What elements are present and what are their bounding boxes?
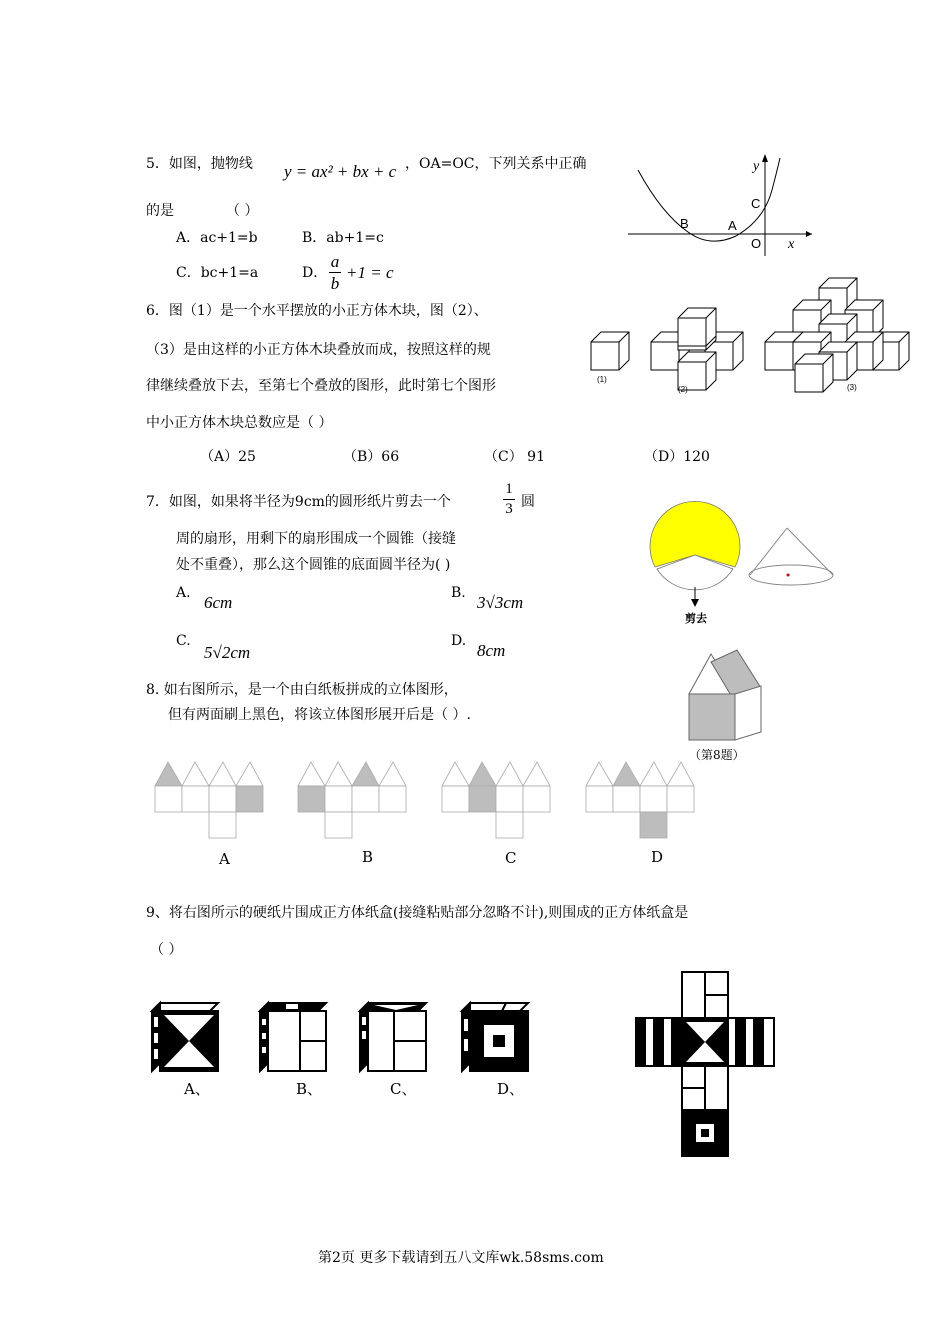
q9-cube-options: [150, 995, 550, 1075]
cube-option-a: [152, 1003, 218, 1071]
q9-option-c: C、: [390, 1080, 417, 1098]
q5-stem-b: ，OA=OC，下列关系中正确: [405, 156, 587, 172]
page-footer: 第2页 更多下载请到五八文库wk.58sms.com: [318, 1250, 604, 1266]
q5-answer-paren: （ ）: [226, 203, 259, 219]
q9-option-a: A、: [184, 1080, 210, 1098]
q5-stem-a: 5．如图，抛物线: [146, 156, 253, 172]
side-face: [735, 686, 761, 740]
q7-option-b-letter: B.: [451, 585, 466, 601]
net-b: [298, 762, 406, 838]
q5-option-d-rest: +1 = c: [346, 263, 394, 282]
q5-option-a: A．ac+1=b: [176, 230, 258, 246]
q7-option-a-letter: A.: [176, 585, 191, 601]
q6-option-a: （A）25: [200, 449, 256, 465]
cut-label: 剪去: [685, 612, 707, 625]
q6-cube-figures: [585, 270, 925, 400]
net-right-face: [728, 1018, 774, 1066]
q9-option-d: D、: [497, 1080, 525, 1098]
q8-house-solid: [685, 650, 775, 745]
q7-stem-a: 7．如图，如果将半径为9cm的圆形纸片剪去一个: [146, 494, 451, 510]
q7-option-c-value: 5√2cm: [204, 643, 251, 662]
q8-option-b: B: [362, 848, 374, 866]
q9-cross-net: [634, 970, 779, 1160]
y-label: y: [753, 159, 760, 174]
cube-option-b: [260, 1003, 326, 1071]
cube-stack-3: [765, 278, 909, 392]
q8-option-c: C: [505, 849, 517, 867]
q7-line-2: 处不重叠），那么这个圆锥的底面圆半径为( ): [176, 557, 451, 573]
point-a-label: A: [728, 218, 737, 233]
cone-base: [749, 565, 833, 585]
q7-option-d-value: 8cm: [477, 641, 506, 660]
fig3-label: (3): [847, 383, 857, 392]
q8-line-1: 8. 如右图所示，是一个由白纸板拼成的立体图形，: [146, 682, 458, 698]
q5-formula: y = ax² + bx + c: [284, 162, 397, 181]
q5-option-d-fraction: a b: [330, 252, 340, 293]
q5-option-c: C．bc+1=a: [176, 265, 259, 281]
point-c-label: C: [751, 196, 761, 211]
q7-fraction: 1 3: [503, 482, 515, 517]
cube-stack-2: [651, 308, 743, 390]
x-axis-arrow: [806, 231, 812, 237]
cube-option-c: [360, 1003, 426, 1071]
fig1-label: (1): [597, 375, 607, 384]
q7-circle-cone-figure: [645, 495, 845, 635]
x-label: x: [788, 237, 795, 252]
q6-line-3: 律继续叠放下去，至第七个叠放的图形，此时第七个图形: [146, 378, 496, 394]
origin-label: O: [751, 236, 762, 251]
q9-stem: 9、将右图所示的硬纸片围成正方体纸盒(接缝粘贴部分忽略不计),则围成的正方体纸盒是: [146, 905, 689, 921]
q8-net-options: [150, 760, 710, 845]
cut-arrow-head: [691, 599, 699, 607]
fig2-label: (2): [678, 385, 688, 394]
q7-line-1: 周的扇形，用剩下的扇形围成一个圆锥（接缝: [176, 531, 456, 547]
q5-option-b: B．ab+1=c: [302, 230, 384, 246]
net-a: [155, 762, 263, 838]
q6-option-c: （C） 91: [484, 449, 545, 465]
front-face-black: [689, 694, 735, 740]
q8-option-a: A: [219, 850, 230, 868]
q5-option-d: D．: [302, 265, 328, 281]
cube-option-d: [462, 1003, 528, 1071]
q6-line-1: 6．图（1）是一个水平摆放的小正方体木块，图（2）、: [146, 303, 488, 319]
q8-option-d: D: [651, 848, 664, 866]
q8-line-2: 但有两面刷上黑色，将该立体图形展开后是（ ）.: [168, 707, 471, 723]
q6-line-2: （3）是由这样的小正方体木块叠放而成，按照这样的规: [146, 342, 491, 358]
q7-option-c-letter: C.: [176, 633, 191, 649]
q7-option-a-value: 6cm: [204, 593, 233, 612]
y-axis-arrow: [762, 154, 768, 162]
net-c: [442, 762, 550, 838]
q9-answer-paren: （ ）: [150, 942, 183, 958]
q5-parabola-graph: [620, 150, 820, 260]
q6-option-d: （D）120: [644, 449, 710, 465]
q6-line-4: 中小正方体木块总数应是（ ）: [146, 415, 333, 431]
q8-caption: （第8题）: [689, 748, 745, 762]
q9-option-b: B、: [296, 1080, 323, 1098]
cube-single: [591, 332, 629, 370]
q7-option-b-value: 3√3cm: [477, 593, 524, 612]
cone-center: [787, 574, 790, 577]
point-b-label: B: [680, 216, 689, 231]
net-d: [586, 762, 694, 838]
q5-stem-c: 的是: [146, 203, 174, 219]
q7-option-d-letter: D.: [451, 633, 467, 649]
q6-option-b: （B）66: [343, 449, 400, 465]
q7-stem-b: 圆: [521, 494, 535, 510]
